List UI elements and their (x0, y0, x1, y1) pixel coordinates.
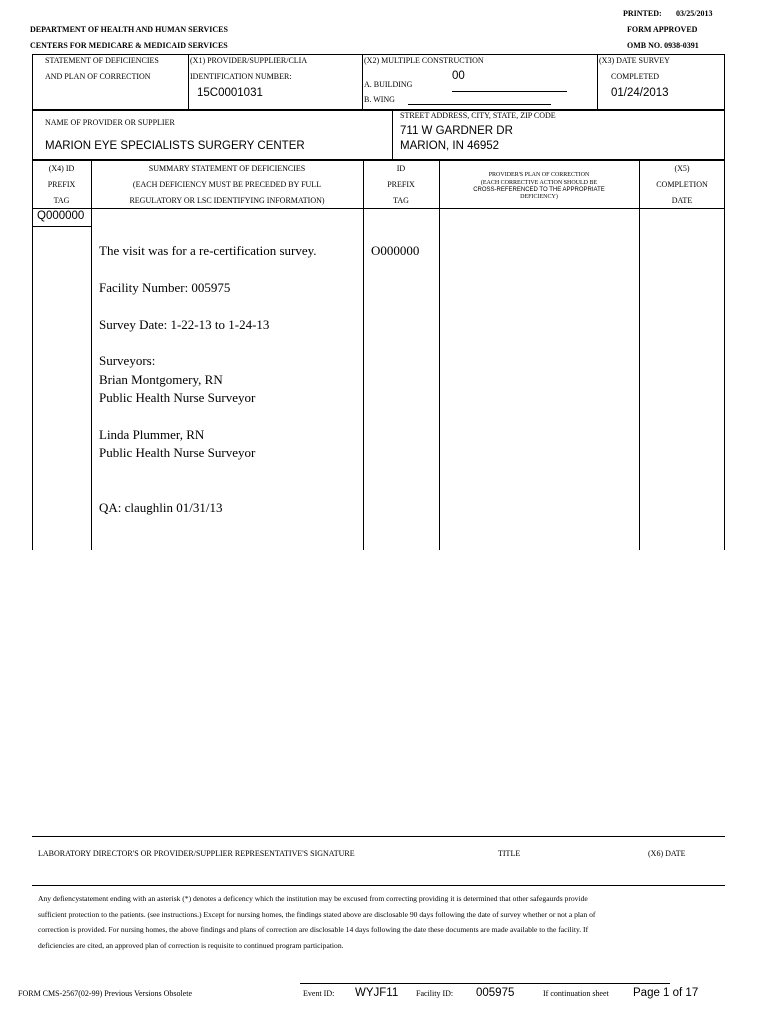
column-divider (724, 209, 725, 550)
plan-header: PROVIDER'S PLAN OF CORRECTION (488, 172, 590, 178)
plan-subheader: (EACH CORRECTIVE ACTION SHOULD BE (480, 180, 598, 186)
summary-subheader-2: REGULATORY OR LSC IDENTIFYING INFORMATION) (129, 196, 325, 205)
event-id-label: Event ID: (303, 989, 335, 998)
column-divider (91, 160, 92, 550)
divider (392, 110, 393, 160)
x1-id-label: IDENTIFICATION NUMBER: (190, 72, 292, 81)
continuation-label: If continuation sheet (543, 989, 609, 998)
building-value: 00 (452, 70, 465, 82)
plan-subheader-2: CROSS-REFERENCED TO THE APPROPRIATE (473, 187, 605, 193)
x5-header: (X5) (674, 164, 690, 173)
surveyor-1-title: Public Health Nurse Surveyor (99, 390, 256, 405)
x1-label: (X1) PROVIDER/SUPPLIER/CLIA (190, 56, 308, 65)
wing-label: B. WING (364, 95, 395, 104)
column-divider (32, 209, 33, 550)
x6-date-label: (X6) DATE (648, 849, 686, 858)
surveyors-label: Surveyors: (99, 353, 156, 368)
x5-completion-header: COMPLETION (656, 180, 708, 189)
title-label: TITLE (498, 849, 521, 858)
survey-date-value: 01/24/2013 (611, 87, 669, 99)
address-label: STREET ADDRESS, CITY, STATE, ZIP CODE (400, 111, 556, 120)
x5-date-header: DATE (671, 196, 693, 205)
wing-underline (408, 104, 551, 105)
provider-name-value: MARION EYE SPECIALISTS SURGERY CENTER (45, 140, 305, 152)
facility-id-value: 005975 (476, 987, 515, 999)
department-title: DEPARTMENT OF HEALTH AND HUMAN SERVICES (30, 25, 228, 34)
event-id-value: WYJF11 (355, 987, 399, 999)
centers-title: CENTERS FOR MEDICARE & MEDICAID SERVICES (30, 41, 228, 50)
address-line2: MARION, IN 46952 (400, 140, 500, 152)
qa-line: QA: claughlin 01/31/13 (99, 500, 223, 515)
signature-top-rule (32, 836, 725, 837)
divider (597, 54, 598, 110)
divider (188, 54, 189, 110)
prefix-tag-underline (32, 226, 91, 227)
divider (362, 54, 363, 110)
printed-date: 03/25/2013 (676, 9, 713, 18)
id-tag-header: TAG (393, 196, 409, 205)
surveyor-2-title: Public Health Nurse Surveyor (99, 445, 256, 460)
plan-label: AND PLAN OF CORRECTION (45, 72, 151, 81)
x4-prefix-header: PREFIX (47, 180, 76, 189)
summary-subheader: (EACH DEFICIENCY MUST BE PRECEDED BY FULL (132, 180, 322, 189)
survey-dates: Survey Date: 1-22-13 to 1-24-13 (99, 317, 270, 332)
signature-bottom-rule (32, 885, 725, 886)
x4-tag-header: TAG (53, 196, 70, 205)
provider-id-value: 15C0001031 (197, 87, 263, 99)
plan-subheader-3: DEFICIENCY) (520, 194, 558, 200)
statement-label: STATEMENT OF DEFICIENCIES (45, 56, 159, 65)
printed-label: PRINTED: (623, 9, 662, 18)
x3-label: (X3) DATE SURVEY (599, 56, 670, 65)
x3-completed-label: COMPLETED (611, 72, 659, 81)
building-label: A. BUILDING (364, 80, 413, 89)
x2-label: (X2) MULTIPLE CONSTRUCTION (364, 56, 484, 65)
summary-header: SUMMARY STATEMENT OF DEFICIENCIES (148, 164, 306, 173)
disclaimer-text: Any defiencystatement ending with an asterisk (*) denotes a deficency which the institution may be excused from correcting providing it is determined that other safegaurds provide sufficient protection to the patients. (see instructions.) Except for nursing homes, the findings stated above are disclosable 90 days following the date of survey whether or not a plan of correction is provided. For nursing homes, the above findings and plans of correction are disclosable 14 days following the date these documents are made available to the facility. If deficiencies are cited, an approved plan of correction is requisite to continued program participation. (38, 894, 596, 950)
facility-number: Facility Number: 005975 (99, 280, 231, 295)
director-signature-label: LABORATORY DIRECTOR'S OR PROVIDER/SUPPLIER REPRESENTATIVE'S SIGNATURE (38, 849, 355, 858)
footer-rule (300, 983, 670, 984)
omb-number: OMB NO. 0938-0391 (627, 41, 699, 50)
x4-id-header: (X4) ID (48, 164, 75, 173)
visit-statement: The visit was for a re-certification survey. (99, 243, 317, 258)
id-header: ID (396, 164, 406, 173)
id-tag: O000000 (371, 243, 420, 258)
page-number: Page 1 of 17 (633, 987, 699, 999)
provider-name-label: NAME OF PROVIDER OR SUPPLIER (45, 118, 175, 127)
surveyor-2-name: Linda Plummer, RN (99, 427, 205, 442)
id-prefix-header: PREFIX (387, 180, 415, 189)
column-divider (363, 160, 364, 550)
column-divider (439, 160, 440, 550)
facility-id-label: Facility ID: (416, 989, 454, 998)
form-approved: FORM APPROVED (627, 25, 698, 34)
building-underline (452, 91, 567, 92)
form-label: FORM CMS-2567(02-99) Previous Versions Obsolete (18, 989, 193, 998)
prefix-tag: Q000000 (37, 210, 85, 222)
address-line1: 711 W GARDNER DR (400, 125, 513, 137)
column-divider (639, 160, 640, 550)
surveyor-1-name: Brian Montgomery, RN (99, 372, 223, 387)
